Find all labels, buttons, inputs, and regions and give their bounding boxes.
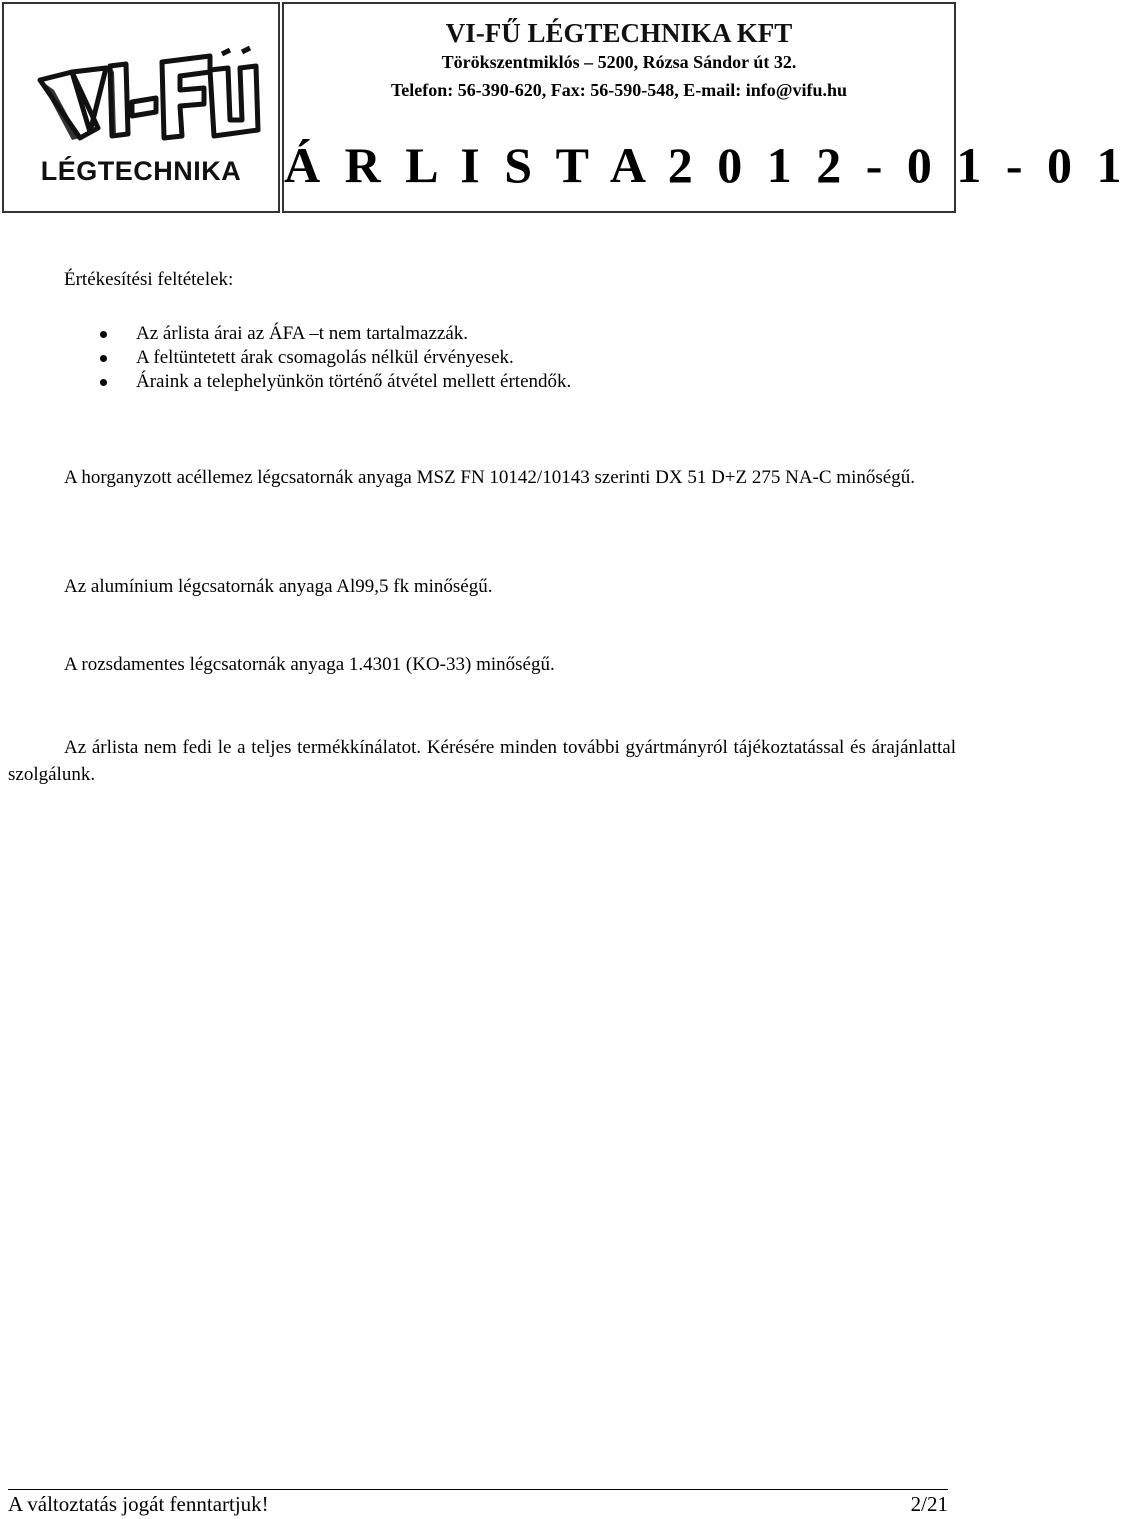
aluminium-material-paragraph: Az alumínium légcsatornák anyaga Al99,5 fk minőségű. bbox=[64, 576, 493, 597]
list-item-text: Áraink a telephelyünkön történő átvétel mellett értendők. bbox=[136, 371, 572, 392]
galvanized-material-paragraph: A horganyzott acéllemez légcsatornák anyaga MSZ FN 10142/10143 szerinti DX 51 D+Z 275 NA-C minőségű. bbox=[64, 467, 915, 488]
conditions-list bbox=[100, 322, 571, 394]
offer-paragraph: Az árlista nem fedi le a teljes termékkínálatot. Kérésére minden további gyártmányról tájékoztatással és árajánlattal szolgálunk. bbox=[8, 737, 956, 785]
list-item bbox=[100, 322, 571, 346]
logo-wordmark: LÉGTECHNIKA bbox=[40, 156, 242, 186]
company-logo bbox=[2, 2, 280, 213]
bullet-icon bbox=[100, 379, 107, 386]
sales-conditions-heading: Értékesítési feltételek: bbox=[64, 269, 234, 290]
stainless-material-paragraph: A rozsdamentes légcsatornák anyaga 1.4301 (KO-33) minőségű. bbox=[64, 654, 555, 675]
list-item-text: Az árlista árai az ÁFA –t nem tartalmazzák. bbox=[136, 323, 468, 344]
bullet-icon bbox=[100, 355, 107, 362]
footer-note: A változtatás jogát fenntartjuk! bbox=[8, 1492, 269, 1516]
page-header bbox=[2, 2, 1128, 215]
footer-divider bbox=[8, 1489, 948, 1490]
company-info-box bbox=[282, 2, 1128, 213]
bullet-icon bbox=[100, 331, 107, 338]
list-item bbox=[100, 370, 571, 394]
company-name: VI-FŰ LÉGTECHNIKA KFT bbox=[445, 18, 793, 48]
company-address: Törökszentmiklós – 5200, Rózsa Sándor út 32. bbox=[441, 52, 797, 72]
company-contact: Telefon: 56-390-620, Fax: 56-590-548, E-mail: info@vifu.hu bbox=[390, 80, 848, 100]
list-item bbox=[100, 346, 571, 370]
list-item-text: A feltüntetett árak csomagolás nélkül érvényesek. bbox=[136, 347, 514, 368]
page-number: 2/21 bbox=[910, 1492, 948, 1516]
price-list-title: Á R L I S T A 2 0 1 2 - 0 1 - 0 1 bbox=[284, 137, 1128, 193]
